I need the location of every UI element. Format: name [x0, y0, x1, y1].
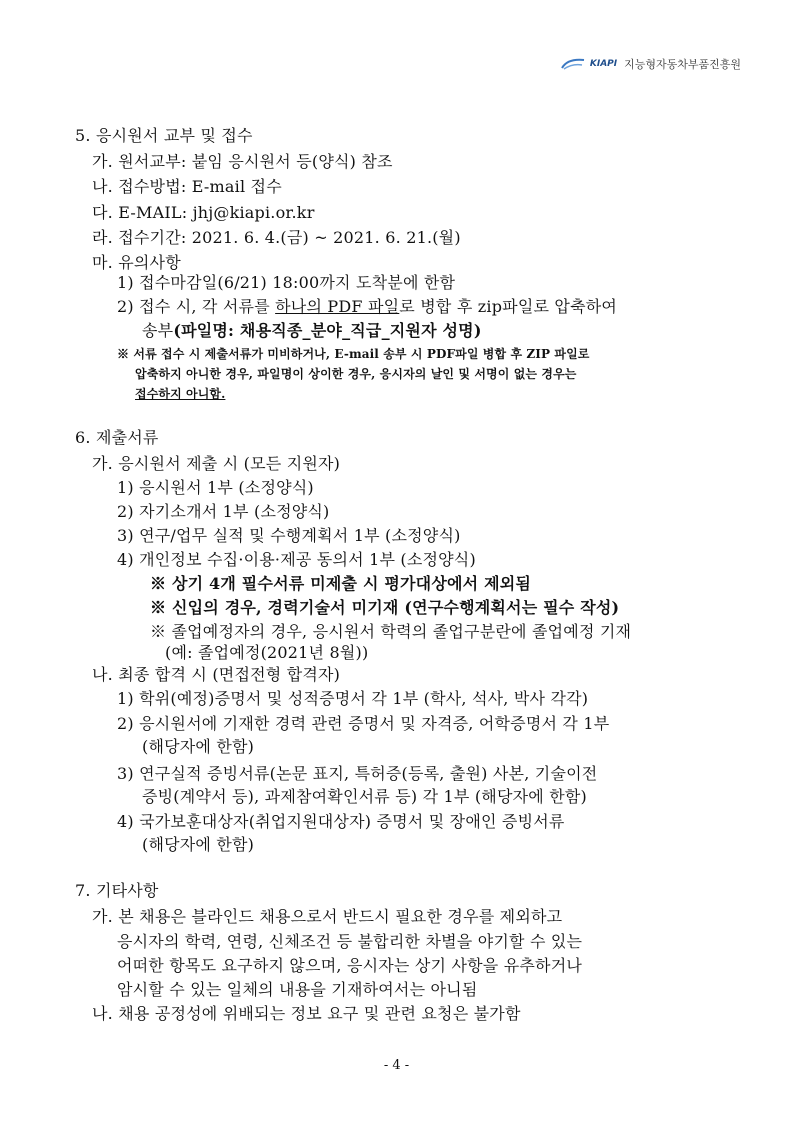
org-logo [560, 56, 741, 72]
logo-org-name: 지능형자동차부품진흥원 [624, 58, 741, 71]
s6-na-4-cont: (해당자에 한함) [142, 835, 255, 854]
s5-item-ra: 라. 접수기간: 2021. 6. 4.(금) ~ 2021. 6. 21.(월) [92, 228, 461, 247]
s6-item-na: 나. 최종 합격 시 (면접전형 합격자) [92, 665, 341, 684]
s5-ma-2-cont-pre: 송부 [142, 321, 174, 340]
s5-ma-2-cont [142, 321, 482, 341]
s6-na-3-cont: 증빙(계약서 등), 과제참여확인서류 등) 각 1부 (해당자에 한함) [142, 787, 587, 806]
s6-note-3-example: (예: 졸업예정(2021년 8월)) [165, 643, 369, 662]
s6-na-1: 1) 학위(예정)증명서 및 성적증명서 각 1부 (학사, 석사, 박사 각각) [117, 689, 589, 708]
s5-notice-line1: ※ 서류 접수 시 제출서류가 미비하거나, E-mail 송부 시 PDF파일 병합 후 ZIP 파일로 [117, 347, 590, 361]
kiapi-logo-icon [560, 57, 586, 71]
s7-ga-line3: 어떠한 항목도 요구하지 않으며, 응시자는 상기 사항을 유추하거나 [117, 956, 583, 975]
s5-ma-1: 1) 접수마감일(6/21) 18:00까지 도착분에 한함 [117, 273, 456, 292]
section7-title: 7. 기타사항 [75, 881, 159, 900]
s5-item-na: 나. 접수방법: E-mail 접수 [92, 177, 282, 196]
s5-notice-line3: 접수하지 아니함. [135, 387, 226, 401]
s5-filename-rule: (파일명: 채용직종_분야_직급_지원자 성명) [173, 321, 482, 340]
s5-item-da: 다. E-MAIL: jhj@kiapi.or.kr [92, 203, 315, 222]
s7-ga-line4: 암시할 수 있는 일체의 내용을 기재하여서는 아니됨 [117, 980, 478, 999]
section5-title: 5. 응시원서 교부 및 접수 [75, 126, 253, 145]
s6-na-2: 2) 응시원서에 기재한 경력 관련 증명서 및 자격증, 어학증명서 각 1부 [117, 714, 610, 733]
s5-ma-2-post: 로 병합 후 zip파일로 압축하여 [399, 297, 618, 316]
s5-ma-2-underlined: 하나의 PDF 파일 [275, 297, 400, 316]
s6-ga-4: 4) 개인정보 수집·이용·제공 동의서 1부 (소정양식) [117, 550, 476, 569]
s6-ga-3: 3) 연구/업무 실적 및 수행계획서 1부 (소정양식) [117, 526, 461, 545]
s5-ma-2-pre: 2) 접수 시, 각 서류를 [117, 297, 276, 316]
s6-ga-1: 1) 응시원서 1부 (소정양식) [117, 478, 314, 497]
s6-note-2: ※ 신입의 경우, 경력기술서 미기재 (연구수행계획서는 필수 작성) [150, 598, 620, 617]
s7-ga-line2: 응시자의 학력, 연령, 신체조건 등 불합리한 차별을 야기할 수 있는 [117, 932, 583, 951]
page-number: - 4 - [383, 1058, 410, 1073]
s5-ma-2 [117, 297, 617, 317]
s6-note-3: ※ 졸업예정자의 경우, 응시원서 학력의 졸업구분란에 졸업예정 기재 [150, 622, 632, 641]
s5-item-ma: 마. 유의사항 [92, 253, 181, 272]
s5-notice-line2: 압축하지 아니한 경우, 파일명이 상이한 경우, 응시자의 날인 및 서명이 없는 경우는 [135, 367, 577, 381]
s7-ga-line1: 가. 본 채용은 블라인드 채용으로서 반드시 필요한 경우를 제외하고 [92, 907, 563, 926]
s6-na-3: 3) 연구실적 증빙서류(논문 표지, 특허증(등록, 출원) 사본, 기술이전 [117, 764, 598, 783]
s6-na-2-cont: (해당자에 한함) [142, 737, 255, 756]
s6-item-ga: 가. 응시원서 제출 시 (모든 지원자) [92, 454, 341, 473]
s6-note-1: ※ 상기 4개 필수서류 미제출 시 평가대상에서 제외됨 [150, 574, 532, 593]
s7-item-na: 나. 채용 공정성에 위배되는 정보 요구 및 관련 요청은 불가함 [92, 1004, 521, 1023]
section6-title: 6. 제출서류 [75, 428, 159, 447]
s6-na-4: 4) 국가보훈대상자(취업지원대상자) 증명서 및 장애인 증빙서류 [117, 812, 565, 831]
s6-ga-2: 2) 자기소개서 1부 (소정양식) [117, 502, 330, 521]
s5-item-ga: 가. 원서교부: 붙임 응시원서 등(양식) 참조 [92, 152, 393, 171]
logo-brand: KIAPI [589, 59, 618, 69]
